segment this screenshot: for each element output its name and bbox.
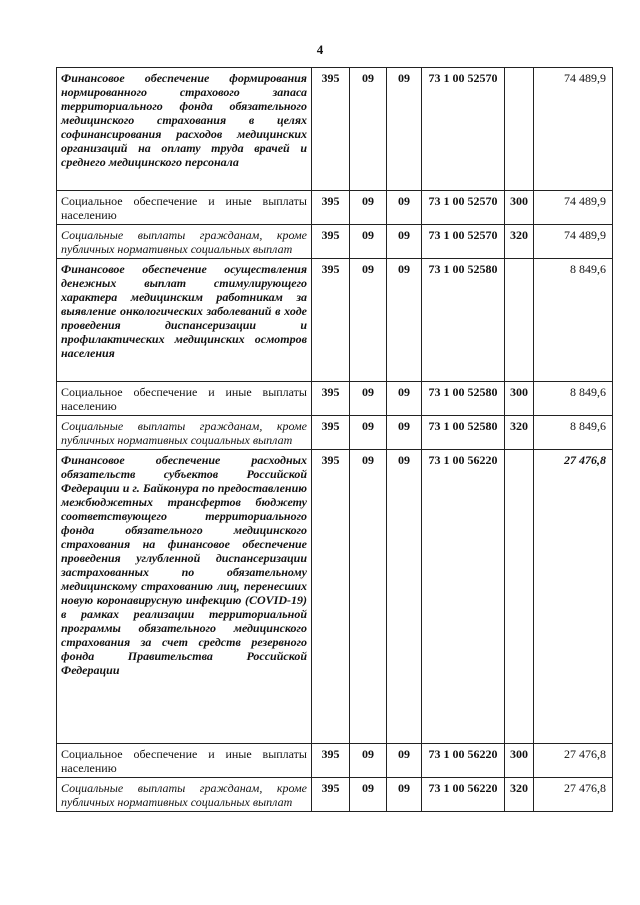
row-name: Социальное обеспечение и иные выплаты населению bbox=[57, 191, 312, 225]
cell-ved: 395 bbox=[312, 382, 350, 416]
cell-amount: 27 476,8 bbox=[534, 778, 613, 812]
table-row bbox=[57, 382, 613, 416]
cell-csr: 73 1 00 52570 bbox=[422, 225, 505, 259]
cell-amount: 27 476,8 bbox=[534, 450, 613, 744]
cell-pr: 09 bbox=[387, 382, 422, 416]
cell-pr: 09 bbox=[387, 416, 422, 450]
cell-rz: 09 bbox=[350, 68, 387, 191]
cell-rz: 09 bbox=[350, 191, 387, 225]
table-row bbox=[57, 191, 613, 225]
cell-rz: 09 bbox=[350, 416, 387, 450]
cell-amount: 74 489,9 bbox=[534, 225, 613, 259]
row-name: Финансовое обеспечение формирования нормированного страхового запаса территориального фонда обязательного медицинского страхования в целях софинансирования расходов медицинских организаций на оплату труда врачей и среднего медицинского персонала bbox=[57, 68, 312, 191]
cell-rz: 09 bbox=[350, 778, 387, 812]
cell-rz: 09 bbox=[350, 382, 387, 416]
cell-csr: 73 1 00 56220 bbox=[422, 744, 505, 778]
cell-amount: 74 489,9 bbox=[534, 191, 613, 225]
cell-pr: 09 bbox=[387, 778, 422, 812]
row-name: Финансовое обеспечение осуществления денежных выплат стимулирующего характера медицинским работникам за выявление онкологических заболеваний в ходе проведения диспансеризации и профилактических медицинских осмотров населения bbox=[57, 259, 312, 382]
cell-vr bbox=[505, 259, 534, 382]
cell-ved: 395 bbox=[312, 225, 350, 259]
cell-ved: 395 bbox=[312, 744, 350, 778]
cell-vr bbox=[505, 68, 534, 191]
cell-pr: 09 bbox=[387, 68, 422, 191]
cell-ved: 395 bbox=[312, 259, 350, 382]
cell-csr: 73 1 00 52580 bbox=[422, 382, 505, 416]
cell-csr: 73 1 00 52570 bbox=[422, 191, 505, 225]
cell-vr bbox=[505, 450, 534, 744]
cell-pr: 09 bbox=[387, 259, 422, 382]
cell-amount: 8 849,6 bbox=[534, 382, 613, 416]
table-row bbox=[57, 778, 613, 812]
row-name: Финансовое обеспечение расходных обязательств субъектов Российской Федерации и г. Байконура по предоставлению межбюджетных трансфертов бюджету соответствующего территориального фонда обязательного медицинского страхования на финансовое обеспечение проведения углубленной диспансеризации застрахованных по обязательному медицинскому страхованию лиц, перенесших новую коронавирусную инфекцию (COVID-19) в рамках реализации территориальной программы обязательного медицинского страхования за счет средств резервного фонда Правительства Российской Федерации bbox=[57, 450, 312, 744]
cell-csr: 73 1 00 52580 bbox=[422, 416, 505, 450]
table-row bbox=[57, 68, 613, 191]
table-row bbox=[57, 416, 613, 450]
cell-ved: 395 bbox=[312, 778, 350, 812]
cell-csr: 73 1 00 56220 bbox=[422, 778, 505, 812]
row-name: Социальные выплаты гражданам, кроме публичных нормативных социальных выплат bbox=[57, 225, 312, 259]
cell-vr: 320 bbox=[505, 778, 534, 812]
cell-csr: 73 1 00 56220 bbox=[422, 450, 505, 744]
cell-amount: 27 476,8 bbox=[534, 744, 613, 778]
cell-pr: 09 bbox=[387, 450, 422, 744]
cell-ved: 395 bbox=[312, 416, 350, 450]
cell-vr: 300 bbox=[505, 744, 534, 778]
cell-vr: 320 bbox=[505, 416, 534, 450]
cell-rz: 09 bbox=[350, 225, 387, 259]
budget-table bbox=[56, 67, 613, 812]
table-row bbox=[57, 259, 613, 382]
cell-rz: 09 bbox=[350, 744, 387, 778]
cell-pr: 09 bbox=[387, 225, 422, 259]
cell-amount: 8 849,6 bbox=[534, 416, 613, 450]
cell-amount: 8 849,6 bbox=[534, 259, 613, 382]
cell-amount: 74 489,9 bbox=[534, 68, 613, 191]
table-row bbox=[57, 225, 613, 259]
cell-vr: 320 bbox=[505, 225, 534, 259]
cell-rz: 09 bbox=[350, 259, 387, 382]
cell-vr: 300 bbox=[505, 191, 534, 225]
cell-rz: 09 bbox=[350, 450, 387, 744]
cell-vr: 300 bbox=[505, 382, 534, 416]
cell-ved: 395 bbox=[312, 68, 350, 191]
cell-csr: 73 1 00 52570 bbox=[422, 68, 505, 191]
table-row bbox=[57, 744, 613, 778]
row-name: Социальные выплаты гражданам, кроме публичных нормативных социальных выплат bbox=[57, 416, 312, 450]
page-number: 4 bbox=[316, 42, 324, 57]
cell-pr: 09 bbox=[387, 744, 422, 778]
cell-csr: 73 1 00 52580 bbox=[422, 259, 505, 382]
cell-ved: 395 bbox=[312, 450, 350, 744]
row-name: Социальные выплаты гражданам, кроме публичных нормативных социальных выплат bbox=[57, 778, 312, 812]
row-name: Социальное обеспечение и иные выплаты населению bbox=[57, 382, 312, 416]
table-row bbox=[57, 450, 613, 744]
cell-pr: 09 bbox=[387, 191, 422, 225]
row-name: Социальное обеспечение и иные выплаты населению bbox=[57, 744, 312, 778]
cell-ved: 395 bbox=[312, 191, 350, 225]
